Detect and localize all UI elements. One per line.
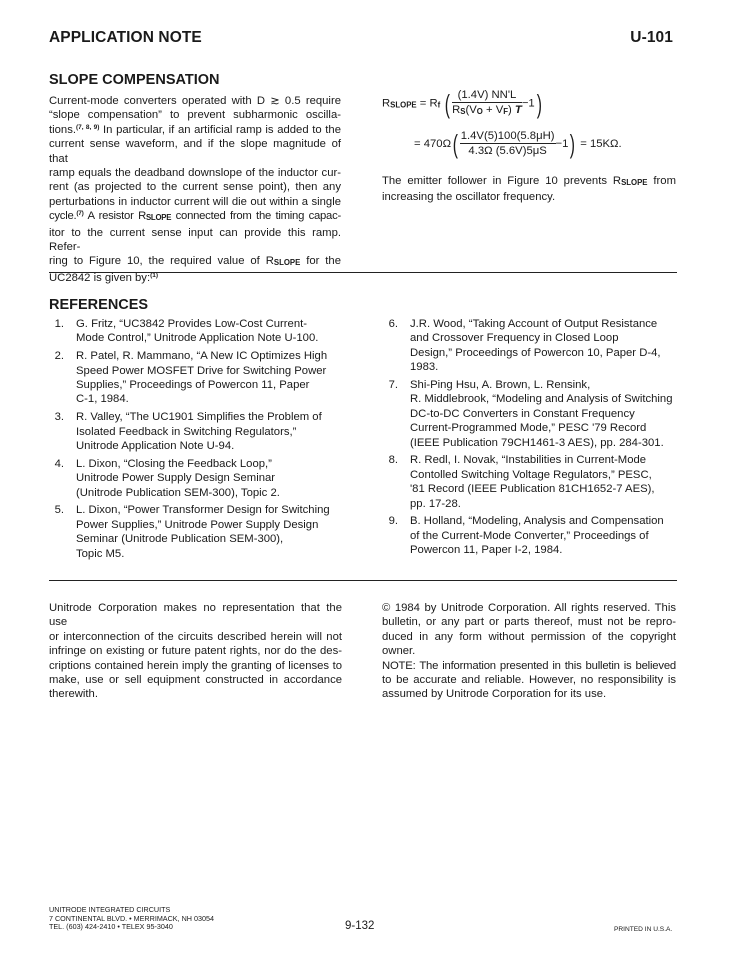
reference-number: 5. (54, 504, 64, 517)
reference-number: 4. (54, 457, 64, 470)
reference-line: Speed Power MOSFET Drive for Switching Power (76, 364, 327, 377)
reference-line: J.R. Wood, “Taking Account of Output Resistance (410, 318, 658, 330)
reference-number: 1. (54, 318, 64, 330)
reference-line: Power Supplies,” Unitrode Power Supply Design (76, 518, 319, 531)
references-title: REFERENCES (49, 297, 149, 313)
reference-line: Powercon 11, Paper I-2, 1984. (410, 544, 563, 557)
reference-line: Design,” Proceedings of Powercon 10, Paper D-4, (410, 346, 661, 359)
divider-top (49, 272, 677, 273)
reference-line: C-1, 1984. (76, 393, 129, 406)
reference-number: 7. (388, 379, 398, 391)
slope-equation-line2: = 470Ω( $\frac{1.4V(5)100(5.8\mu H)}{4.3\Omega (5.6V)5\mu S}$ −1) = 15KΩ. (414, 129, 622, 159)
printed-in: PRINTED IN U.S.A. (614, 926, 673, 933)
footer-address: UNITRODE INTEGRATED CIRCUITS 7 CONTINENTAL BLVD. • MERRIMACK, NH 03054 TEL. (603) 424-2410 • TELEX 95-3040 (49, 905, 214, 932)
reference-line: R. Patel, R. Mammano, “A New IC Optimizes High (76, 350, 328, 363)
reference-line: (IEEE Publication 79CH1461-3 AES), pp. 284-301. (410, 436, 664, 449)
reference-line: Supplies,” Proceedings of Powercon 11, Paper (76, 378, 310, 391)
disclaimer: Unitrode Corporation makes no representation that the use or interconnection of the circuits described herein will not infringe on existing or future patent rights, nor do the des- criptions contained herein imply the granting of licenses to make, use or sell equipment constructed in accordance therewith. (49, 602, 342, 701)
reference-line: Unitrode Power Supply Design Seminar (76, 472, 276, 485)
reference-line: 1983. (410, 361, 439, 374)
emitter-paragraph: The emitter follower in Figure 10 prevents RSLOPE from increasing the oscillator frequency. (382, 175, 676, 204)
reference-line: Contolled Switching Voltage Regulators,” PESC, (410, 468, 652, 481)
reference-number: 9. (388, 515, 398, 528)
slope-body: Current-mode converters operated with D ≳ 0.5 require “slope compensation” to prevent subharmonic oscilla- tions.$^{(7, 8, 9)}$ In particular, if an artificial ramp is added to the current sense waveform, and if the slope magnitude of that ramp equals the deadband downslope of the inductor cur- rent (as projected to the current sense point), then any perturbations in inductor current will die out within a single cycle.$^{(7)}$ A resistor RSLOPE connected from the timing capac- itor to the current sense input can provide this ramp. Refer- ring to Figure 10, the required value of RSLOPE for the UC2842 is given by:$^{(1)}$ (49, 95, 341, 284)
slope-equation-line1: RSLOPE = Rf ( $\frac{(1.4V) NN'L}{RS(VO + VF) T}$ −1) (382, 88, 542, 119)
reference-line: and Crossover Frequency in Closed Loop (410, 332, 619, 345)
reference-line: Mode Control,” Unitrode Application Note U-100. (76, 332, 319, 345)
reference-number: 8. (388, 454, 398, 467)
reference-line: G. Fritz, “UC3842 Provides Low-Cost Current- (76, 318, 308, 330)
reference-line: R. Middlebrook, “Modeling and Analysis of Switching (410, 393, 673, 406)
reference-line: of the Current-Mode Converter,” Proceedings of (410, 529, 649, 542)
reference-line: pp. 17-28. (410, 497, 461, 510)
reference-line: Seminar (Unitrode Publication SEM-300), (76, 533, 284, 546)
reference-line: R. Redl, I. Novak, “Instabilities in Current-Mode (410, 454, 647, 467)
reference-line: L. Dixon, “Power Transformer Design for Switching (76, 504, 330, 517)
reference-line: '81 Record (IEEE Publication 81CH1652-7 AES), (410, 483, 655, 496)
reference-line: Unitrode Application Note U-94. (76, 439, 235, 452)
reference-line: Topic M5. (76, 547, 125, 560)
reference-line: (Unitrode Publication SEM-300), Topic 2. (76, 486, 280, 499)
slope-title: SLOPE COMPENSATION (49, 72, 220, 88)
reference-line: L. Dixon, “Closing the Feedback Loop,” (76, 457, 272, 470)
header-left: APPLICATION NOTE (49, 29, 202, 46)
page-number: 9-132 (345, 920, 375, 932)
reference-line: Isolated Feedback in Switching Regulators,” (76, 425, 297, 438)
copyright: © 1984 by Unitrode Corporation. All rights reserved. This bulletin, or any part or parts thereof, must not be repro- duced in any form without permission of the copyright owner. NOTE: The information presented in this bulletin is believed to be accurate and reliable. However, no responsibility is assumed by Unitrode Corporation for its use. (382, 602, 676, 701)
reference-line: Current-Programmed Mode,” PESC '79 Record (410, 422, 647, 435)
reference-number: 6. (388, 318, 398, 330)
reference-line: DC-to-DC Converters in Constant Frequency (410, 407, 635, 420)
reference-number: 2. (54, 350, 64, 363)
divider-bottom (49, 580, 677, 581)
reference-line: R. Valley, “The UC1901 Simplifies the Problem of (76, 411, 322, 424)
reference-line: B. Holland, “Modeling, Analysis and Compensation (410, 515, 664, 528)
header-right: U-101 (630, 29, 673, 46)
reference-line: Shi-Ping Hsu, A. Brown, L. Rensink, (410, 379, 591, 391)
reference-number: 3. (54, 411, 64, 424)
